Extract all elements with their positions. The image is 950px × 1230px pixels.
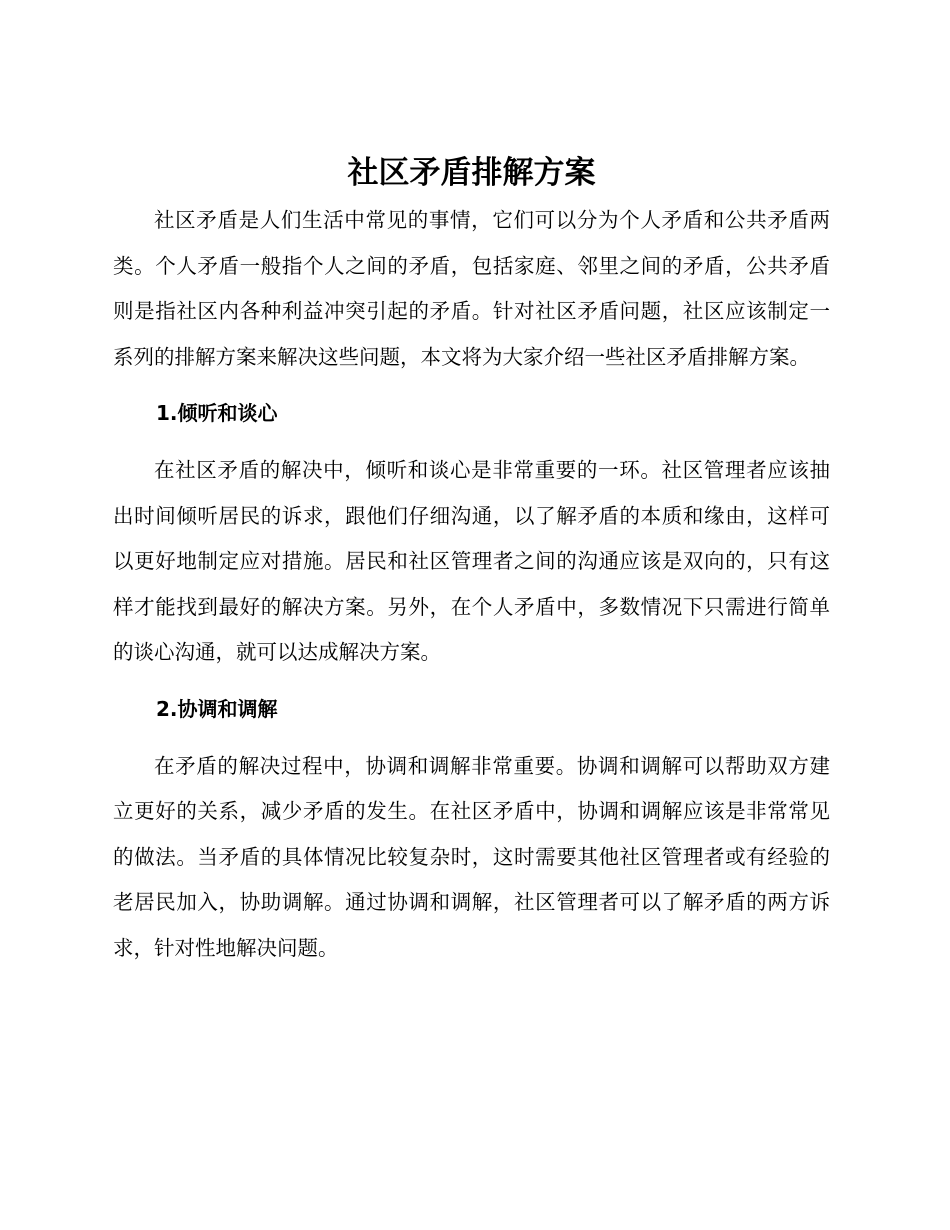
section-body-listening: 在社区矛盾的解决中，倾听和谈心是非常重要的一环。社区管理者应该抽出时间倾听居民的诉求，跟他们仔细沟通，以了解矛盾的本质和缘由，这样可以更好地制定应对措施。居民和社区管理者之间的沟通应该是双向的，只有这样才能找到最好的解决方案。另外，在个人矛盾中，多数情况下只需进行简单的谈心沟通，就可以达成解决方案。: [113, 457, 830, 665]
section-body-mediation: 在矛盾的解决过程中，协调和调解非常重要。协调和调解可以帮助双方建立更好的关系，减少矛盾的发生。在社区矛盾中，协调和调解应该是非常常见的做法。当矛盾的具体情况比较复杂时，这时需要其他社区管理者或有经验的老居民加入，协助调解。通过协调和调解，社区管理者可以了解矛盾的两方诉求，针对性地解决问题。: [113, 753, 830, 960]
section-heading-mediation: 2.协调和调解: [156, 696, 278, 721]
section-heading-listening: 1.倾听和谈心: [156, 401, 278, 426]
document-title: 社区矛盾排解方案: [347, 155, 596, 191]
document-page: [113, 148, 830, 972]
intro-paragraph: 社区矛盾是人们生活中常见的事情，它们可以分为个人矛盾和公共矛盾两类。个人矛盾一般指个人之间的矛盾，包括家庭、邻里之间的矛盾，公共矛盾则是指社区内各种利益冲突引起的矛盾。针对社区矛盾问题，社区应该制定一系列的排解方案来解决这些问题，本文将为大家介绍一些社区矛盾排解方案。: [113, 208, 830, 369]
